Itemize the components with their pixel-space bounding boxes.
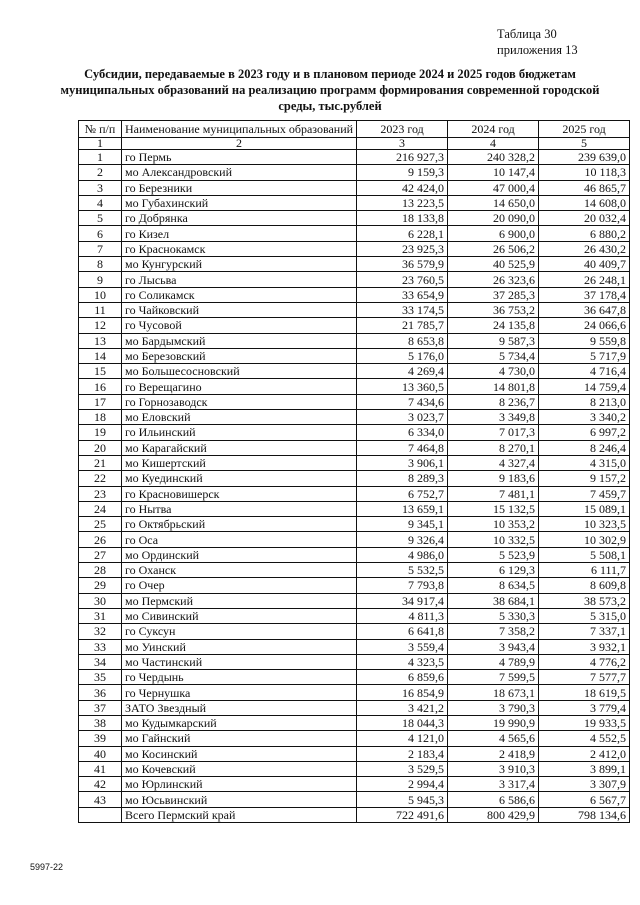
value-2023: 2 183,4 (357, 746, 448, 761)
value-2025: 7 337,1 (539, 624, 630, 639)
value-2025: 20 032,4 (539, 211, 630, 226)
table-number: Таблица 30 (497, 27, 557, 41)
table-row (79, 639, 630, 654)
value-2025: 9 559,8 (539, 333, 630, 348)
value-2025: 24 066,6 (539, 318, 630, 333)
table-row (79, 700, 630, 715)
table-row (79, 394, 630, 409)
value-2024: 8 634,5 (448, 578, 539, 593)
municipality-name: мо Пермский (122, 593, 357, 608)
table-row (79, 624, 630, 639)
row-number: 11 (79, 302, 122, 317)
value-2023: 13 659,1 (357, 501, 448, 516)
table-row (79, 195, 630, 210)
row-number: 35 (79, 670, 122, 685)
municipality-name: го Оса (122, 532, 357, 547)
value-2025: 10 323,5 (539, 517, 630, 532)
value-2025: 5 508,1 (539, 547, 630, 562)
table-row (79, 532, 630, 547)
row-number: 14 (79, 348, 122, 363)
value-2023: 3 023,7 (357, 410, 448, 425)
municipality-name: мо Частинский (122, 654, 357, 669)
row-number: 8 (79, 257, 122, 272)
value-2024: 20 090,0 (448, 211, 539, 226)
row-number: 13 (79, 333, 122, 348)
value-2024: 4 730,0 (448, 364, 539, 379)
value-2025: 239 639,0 (539, 150, 630, 165)
row-number: 5 (79, 211, 122, 226)
table-row (79, 471, 630, 486)
value-2023: 13 360,5 (357, 379, 448, 394)
row-number: 41 (79, 761, 122, 776)
value-2023: 9 159,3 (357, 165, 448, 180)
table-row (79, 486, 630, 501)
value-2024: 4 789,9 (448, 654, 539, 669)
value-2024: 7 481,1 (448, 486, 539, 501)
row-number: 20 (79, 440, 122, 455)
municipality-name: мо Березовский (122, 348, 357, 363)
table-row (79, 287, 630, 302)
total-num-cell (79, 807, 122, 822)
value-2023: 6 228,1 (357, 226, 448, 241)
value-2023: 4 121,0 (357, 731, 448, 746)
municipality-name: мо Карагайский (122, 440, 357, 455)
value-2023: 9 345,1 (357, 517, 448, 532)
table-row (79, 563, 630, 578)
row-number: 39 (79, 731, 122, 746)
value-2023: 3 529,5 (357, 761, 448, 776)
value-2024: 9 183,6 (448, 471, 539, 486)
table-row (79, 272, 630, 287)
value-2023: 7 793,8 (357, 578, 448, 593)
municipality-name: го Кизел (122, 226, 357, 241)
value-2023: 23 760,5 (357, 272, 448, 287)
value-2024: 10 147,4 (448, 165, 539, 180)
table-row (79, 364, 630, 379)
value-2024: 7 358,2 (448, 624, 539, 639)
value-2024: 6 129,3 (448, 563, 539, 578)
municipality-name: го Очер (122, 578, 357, 593)
municipality-name: мо Юсьвинский (122, 792, 357, 807)
table-row (79, 731, 630, 746)
value-2024: 5 523,9 (448, 547, 539, 562)
value-2023: 6 859,6 (357, 670, 448, 685)
value-2023: 18 044,3 (357, 715, 448, 730)
total-2025: 798 134,6 (539, 807, 630, 822)
row-number: 26 (79, 532, 122, 547)
total-row (79, 807, 630, 822)
value-2025: 38 573,2 (539, 593, 630, 608)
municipality-name: го Березники (122, 180, 357, 195)
row-number: 34 (79, 654, 122, 669)
value-2025: 37 178,4 (539, 287, 630, 302)
value-2024: 8 270,1 (448, 440, 539, 455)
value-2023: 34 917,4 (357, 593, 448, 608)
row-number: 28 (79, 563, 122, 578)
value-2024: 26 506,2 (448, 241, 539, 256)
municipality-name: мо Александровский (122, 165, 357, 180)
table-row (79, 241, 630, 256)
value-2024: 8 236,7 (448, 394, 539, 409)
row-number: 12 (79, 318, 122, 333)
value-2024: 4 565,6 (448, 731, 539, 746)
value-2023: 13 223,5 (357, 195, 448, 210)
table-row (79, 792, 630, 807)
table-row (79, 150, 630, 165)
value-2025: 6 997,2 (539, 425, 630, 440)
value-2023: 216 927,3 (357, 150, 448, 165)
appendix-reference: приложения 13 (497, 43, 578, 57)
row-number: 10 (79, 287, 122, 302)
value-2023: 8 289,3 (357, 471, 448, 486)
value-2023: 7 434,6 (357, 394, 448, 409)
row-number: 18 (79, 410, 122, 425)
row-number: 27 (79, 547, 122, 562)
table-row (79, 761, 630, 776)
value-2024: 37 285,3 (448, 287, 539, 302)
table-row (79, 501, 630, 516)
municipality-name: го Лысьва (122, 272, 357, 287)
table-row (79, 593, 630, 608)
column-index: 2 (122, 138, 357, 150)
value-2024: 18 673,1 (448, 685, 539, 700)
table-row (79, 455, 630, 470)
row-number: 30 (79, 593, 122, 608)
value-2024: 4 327,4 (448, 455, 539, 470)
value-2023: 6 641,8 (357, 624, 448, 639)
value-2024: 47 000,4 (448, 180, 539, 195)
value-2024: 40 525,9 (448, 257, 539, 272)
table-caption (497, 26, 578, 58)
table-row (79, 608, 630, 623)
value-2023: 5 945,3 (357, 792, 448, 807)
municipality-name: мо Уинский (122, 639, 357, 654)
municipality-name: го Чернушка (122, 685, 357, 700)
table-row (79, 302, 630, 317)
value-2025: 19 933,5 (539, 715, 630, 730)
column-header-num: № п/п (79, 121, 122, 138)
value-2025: 15 089,1 (539, 501, 630, 516)
value-2023: 6 334,0 (357, 425, 448, 440)
row-number: 37 (79, 700, 122, 715)
value-2024: 3 910,3 (448, 761, 539, 776)
total-label: Всего Пермский край (122, 807, 357, 822)
table-body (79, 150, 630, 808)
municipality-name: ЗАТО Звездный (122, 700, 357, 715)
value-2024: 5 330,3 (448, 608, 539, 623)
table-row (79, 180, 630, 195)
value-2023: 42 424,0 (357, 180, 448, 195)
value-2023: 4 986,0 (357, 547, 448, 562)
table-row (79, 165, 630, 180)
value-2025: 40 409,7 (539, 257, 630, 272)
value-2024: 240 328,2 (448, 150, 539, 165)
value-2025: 26 430,2 (539, 241, 630, 256)
municipality-name: го Ильинский (122, 425, 357, 440)
value-2024: 19 990,9 (448, 715, 539, 730)
row-number: 23 (79, 486, 122, 501)
value-2024: 2 418,9 (448, 746, 539, 761)
total-2024: 800 429,9 (448, 807, 539, 822)
table-row (79, 578, 630, 593)
table-row (79, 547, 630, 562)
value-2023: 3 906,1 (357, 455, 448, 470)
municipality-name: мо Губахинский (122, 195, 357, 210)
municipality-name: го Горнозаводск (122, 394, 357, 409)
municipality-name: го Краснокамск (122, 241, 357, 256)
value-2025: 6 880,2 (539, 226, 630, 241)
value-2024: 6 900,0 (448, 226, 539, 241)
value-2023: 6 752,7 (357, 486, 448, 501)
column-header-2023: 2023 год (357, 121, 448, 138)
table-row (79, 670, 630, 685)
value-2025: 2 412,0 (539, 746, 630, 761)
municipality-name: го Суксун (122, 624, 357, 639)
municipality-name: мо Гайнский (122, 731, 357, 746)
row-number: 43 (79, 792, 122, 807)
table-row (79, 654, 630, 669)
municipality-name: го Соликамск (122, 287, 357, 302)
value-2024: 9 587,3 (448, 333, 539, 348)
row-number: 38 (79, 715, 122, 730)
value-2023: 4 323,5 (357, 654, 448, 669)
value-2023: 21 785,7 (357, 318, 448, 333)
row-number: 9 (79, 272, 122, 287)
row-number: 29 (79, 578, 122, 593)
municipality-name: го Чусовой (122, 318, 357, 333)
table-row (79, 410, 630, 425)
value-2025: 8 246,4 (539, 440, 630, 455)
value-2025: 7 577,7 (539, 670, 630, 685)
value-2023: 33 654,9 (357, 287, 448, 302)
table-row (79, 226, 630, 241)
row-number: 3 (79, 180, 122, 195)
municipality-name: мо Большесосновский (122, 364, 357, 379)
value-2025: 3 932,1 (539, 639, 630, 654)
table-row (79, 333, 630, 348)
value-2025: 4 716,4 (539, 364, 630, 379)
municipality-name: мо Косинский (122, 746, 357, 761)
row-number: 16 (79, 379, 122, 394)
row-number: 33 (79, 639, 122, 654)
row-number: 40 (79, 746, 122, 761)
municipality-name: го Октябрьский (122, 517, 357, 532)
value-2025: 3 779,4 (539, 700, 630, 715)
value-2025: 4 552,5 (539, 731, 630, 746)
total-2023: 722 491,6 (357, 807, 448, 822)
row-number: 21 (79, 455, 122, 470)
table-row (79, 685, 630, 700)
column-header-2025: 2025 год (539, 121, 630, 138)
value-2024: 10 332,5 (448, 532, 539, 547)
municipality-name: го Нытва (122, 501, 357, 516)
value-2025: 5 315,0 (539, 608, 630, 623)
value-2023: 33 174,5 (357, 302, 448, 317)
row-number: 25 (79, 517, 122, 532)
row-number: 19 (79, 425, 122, 440)
value-2024: 36 753,2 (448, 302, 539, 317)
municipality-name: мо Бардымский (122, 333, 357, 348)
municipality-name: го Оханск (122, 563, 357, 578)
value-2025: 4 776,2 (539, 654, 630, 669)
row-number: 15 (79, 364, 122, 379)
column-index-row (79, 138, 630, 150)
value-2024: 14 650,0 (448, 195, 539, 210)
value-2025: 14 608,0 (539, 195, 630, 210)
value-2023: 5 176,0 (357, 348, 448, 363)
value-2025: 5 717,9 (539, 348, 630, 363)
value-2023: 9 326,4 (357, 532, 448, 547)
value-2024: 38 684,1 (448, 593, 539, 608)
municipality-name: го Красновишерск (122, 486, 357, 501)
value-2023: 3 421,2 (357, 700, 448, 715)
value-2024: 7 017,3 (448, 425, 539, 440)
column-index: 3 (357, 138, 448, 150)
municipality-name: мо Еловский (122, 410, 357, 425)
value-2025: 6 111,7 (539, 563, 630, 578)
value-2024: 14 801,8 (448, 379, 539, 394)
table-header-row (79, 121, 630, 138)
table-row (79, 777, 630, 792)
value-2024: 6 586,6 (448, 792, 539, 807)
row-number: 32 (79, 624, 122, 639)
value-2025: 3 340,2 (539, 410, 630, 425)
value-2023: 2 994,4 (357, 777, 448, 792)
document-code: 5997-22 (30, 862, 64, 872)
municipality-name: мо Кунгурский (122, 257, 357, 272)
municipality-name: мо Сивинский (122, 608, 357, 623)
table-row (79, 379, 630, 394)
value-2023: 3 559,4 (357, 639, 448, 654)
row-number: 2 (79, 165, 122, 180)
value-2025: 14 759,4 (539, 379, 630, 394)
value-2025: 7 459,7 (539, 486, 630, 501)
value-2023: 5 532,5 (357, 563, 448, 578)
value-2024: 26 323,6 (448, 272, 539, 287)
document-title: Субсидии, передаваемые в 2023 году и в плановом периоде 2024 и 2025 годов бюджетам муниципальных образований на реализацию программ формирования современной городской среды, тыс.рублей (60, 67, 600, 113)
table-row (79, 715, 630, 730)
value-2024: 7 599,5 (448, 670, 539, 685)
value-2025: 3 899,1 (539, 761, 630, 776)
value-2024: 3 349,8 (448, 410, 539, 425)
row-number: 31 (79, 608, 122, 623)
value-2025: 8 609,8 (539, 578, 630, 593)
column-index: 4 (448, 138, 539, 150)
value-2025: 3 307,9 (539, 777, 630, 792)
value-2024: 24 135,8 (448, 318, 539, 333)
row-number: 24 (79, 501, 122, 516)
column-header-2024: 2024 год (448, 121, 539, 138)
column-header-name: Наименование муниципальных образований (122, 121, 357, 138)
value-2025: 10 302,9 (539, 532, 630, 547)
municipality-name: мо Юрлинский (122, 777, 357, 792)
municipality-name: мо Кишертский (122, 455, 357, 470)
table-row (79, 440, 630, 455)
municipality-name: го Добрянка (122, 211, 357, 226)
table-row (79, 318, 630, 333)
value-2024: 3 790,3 (448, 700, 539, 715)
table-row (79, 348, 630, 363)
row-number: 7 (79, 241, 122, 256)
value-2024: 5 734,4 (448, 348, 539, 363)
municipality-name: го Пермь (122, 150, 357, 165)
value-2025: 36 647,8 (539, 302, 630, 317)
value-2023: 7 464,8 (357, 440, 448, 455)
municipality-name: мо Кочевский (122, 761, 357, 776)
row-number: 4 (79, 195, 122, 210)
value-2023: 18 133,8 (357, 211, 448, 226)
value-2025: 9 157,2 (539, 471, 630, 486)
value-2024: 3 943,4 (448, 639, 539, 654)
table-row (79, 257, 630, 272)
value-2023: 23 925,3 (357, 241, 448, 256)
value-2024: 10 353,2 (448, 517, 539, 532)
municipality-name: го Верещагино (122, 379, 357, 394)
row-number: 1 (79, 150, 122, 165)
value-2024: 3 317,4 (448, 777, 539, 792)
municipality-name: мо Куединский (122, 471, 357, 486)
table-row (79, 211, 630, 226)
row-number: 42 (79, 777, 122, 792)
row-number: 6 (79, 226, 122, 241)
value-2025: 4 315,0 (539, 455, 630, 470)
row-number: 36 (79, 685, 122, 700)
municipality-name: мо Ординский (122, 547, 357, 562)
value-2023: 4 269,4 (357, 364, 448, 379)
value-2023: 8 653,8 (357, 333, 448, 348)
table-row (79, 746, 630, 761)
row-number: 22 (79, 471, 122, 486)
table-row (79, 425, 630, 440)
value-2025: 26 248,1 (539, 272, 630, 287)
value-2025: 46 865,7 (539, 180, 630, 195)
municipality-name: мо Кудымкарский (122, 715, 357, 730)
subsidies-table (78, 120, 630, 823)
value-2024: 15 132,5 (448, 501, 539, 516)
table-row (79, 517, 630, 532)
column-index: 5 (539, 138, 630, 150)
value-2023: 36 579,9 (357, 257, 448, 272)
value-2025: 6 567,7 (539, 792, 630, 807)
row-number: 17 (79, 394, 122, 409)
value-2025: 8 213,0 (539, 394, 630, 409)
municipality-name: го Чердынь (122, 670, 357, 685)
column-index: 1 (79, 138, 122, 150)
value-2023: 16 854,9 (357, 685, 448, 700)
municipality-name: го Чайковский (122, 302, 357, 317)
value-2023: 4 811,3 (357, 608, 448, 623)
value-2025: 18 619,5 (539, 685, 630, 700)
value-2025: 10 118,3 (539, 165, 630, 180)
